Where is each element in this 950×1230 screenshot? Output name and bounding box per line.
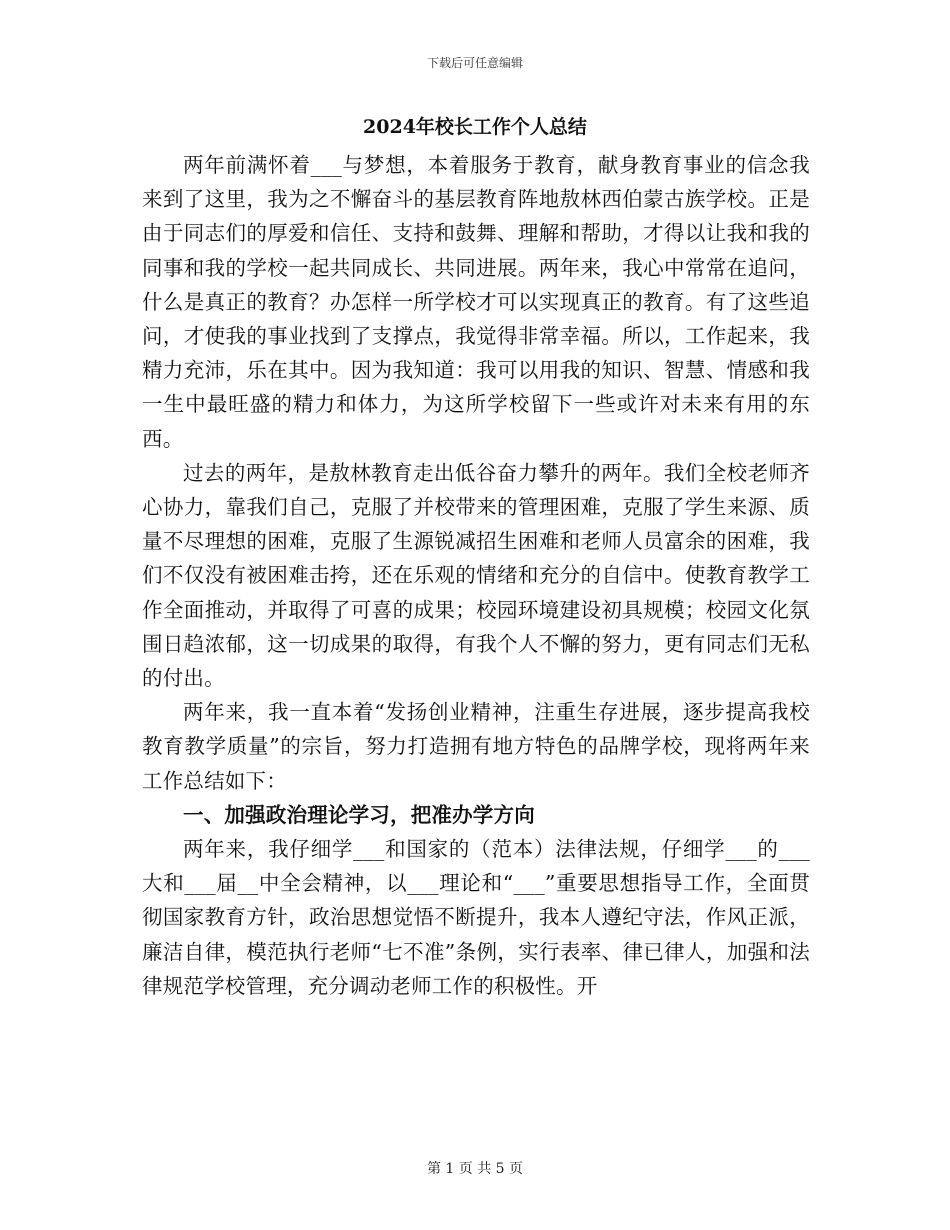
document-body <box>142 148 810 1003</box>
paragraph-4: 两年来，我仔细学___和国家的（范本）法律法规，仔细学___的___大和___届__中全会精神，以___理论和“___”重要思想指导工作，全面贯彻国家教育方针，政治思想觉悟不断提升，我本人遵纪守法，作风正派，廉洁自律，模范执行老师“七不准”条例，实行表率、律已律人，加强和法律规范学校管理，充分调动老师工作的积极性。开 <box>142 837 810 998</box>
document-title: 2024年校长工作个人总结 <box>363 116 587 138</box>
paragraph-1: 两年前满怀着___与梦想，本着服务于教育，献身教育事业的信念我来到了这里，我为之不懈奋斗的基层教育阵地敖林西伯蒙古族学校。正是由于同志们的厚爱和信任、支持和鼓舞、理解和帮助，才得以让我和我的同事和我的学校一起共同成长、共同进展。两年来，我心中常常在追问，什么是真正的教育？办怎样一所学校才可以实现真正的教育。有了这些追问，才使我的事业找到了支撑点，我觉得非常幸福。所以，工作起来，我精力充沛，乐在其中。因为我知道：我可以用我的知识、智慧、情感和我一生中最旺盛的精力和体力，为这所学校留下一些或许对未来有用的东西。 <box>142 153 810 451</box>
paragraph-3: 两年来，我一直本着“发扬创业精神，注重生存进展，逐步提高我校教育教学质量”的宗旨，努力打造拥有地方特色的品牌学校，现将两年来工作总结如下： <box>142 700 810 793</box>
paragraph-2: 过去的两年，是敖林教育走出低谷奋力攀升的两年。我们全校老师齐心协力，靠我们自己，克服了并校带来的管理困难，克服了学生来源、质量不尽理想的困难，克服了生源锐减招生困难和老师人员富余的困难，我们不仅没有被困难击挎，还在乐观的情绪和充分的自信中。使教育教学工作全面推动，并取得了可喜的成果；校园环境建设初具规模；校园文化氛围日趋浓郁，这一切成果的取得，有我个人不懈的努力，更有同志们无私的付出。 <box>142 460 810 691</box>
page-number: 第 1 页 共 5 页 <box>426 1161 524 1177</box>
section-heading: 一、加强政治理论学习，把准办学方向 <box>183 802 535 827</box>
header-note: 下载后可任意编辑 <box>426 56 523 70</box>
